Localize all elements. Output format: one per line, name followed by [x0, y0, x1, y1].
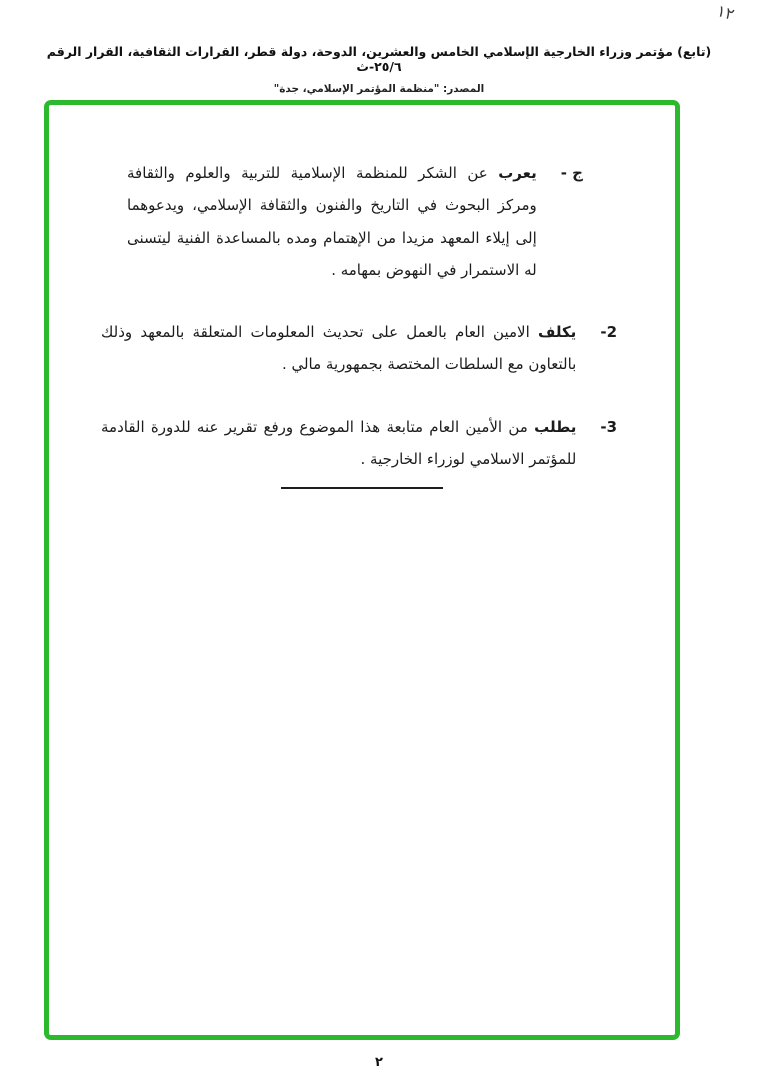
item-text [127, 157, 537, 286]
list-item [101, 411, 617, 476]
item-body-text: عن الشكر للمنظمة الإسلامية للتربية والعلوم والثقافة ومركز البحوث في التاريخ والفنون والثقافة الإسلامي، ويدعوهما إلى إيلاء المعهد مزيدا من الإهتمام ومده بالمساعدة الفنية ليتسنى له الاستمرار في النهوض بمهامه . [127, 164, 537, 279]
item-body-text: الامين العام بالعمل على تحديث المعلومات المتعلقة بالمعهد وذلك بالتعاون مع السلطات المختصة بجمهورية مالي . [101, 323, 577, 374]
header-title: (تابع) مؤتمر وزراء الخارجية الإسلامي الخامس والعشرين، الدوحة، دولة قطر، القرارات الثقافية، القرار الرقم ٢٥/٦-ث [46, 44, 712, 74]
item-lead-word: يعرب [498, 164, 537, 182]
document-header [30, 44, 728, 95]
item-marker: 3- [600, 417, 617, 436]
item-marker: ج - [560, 164, 583, 182]
resolution-body [101, 157, 617, 505]
list-item [101, 316, 617, 381]
item-lead-word: يطلب [534, 417, 577, 436]
item-text [101, 316, 576, 381]
handwritten-corner-mark: ١٢ [714, 0, 737, 25]
item-body-text: من الأمين العام متابعة هذا الموضوع ورفع تقرير عنه للدورة القادمة للمؤتمر الاسلامي لوزراء الخارجية . [101, 417, 577, 468]
list-item [101, 157, 617, 286]
header-source: المصدر: "منظمة المؤتمر الإسلامي، جدة" [273, 83, 485, 95]
section-divider [281, 487, 443, 489]
green-border-frame [44, 100, 680, 1040]
item-lead-word: يكلف [537, 323, 577, 341]
item-marker: 2- [600, 323, 617, 341]
item-text [101, 411, 576, 476]
page-number: ٢ [375, 1055, 383, 1070]
